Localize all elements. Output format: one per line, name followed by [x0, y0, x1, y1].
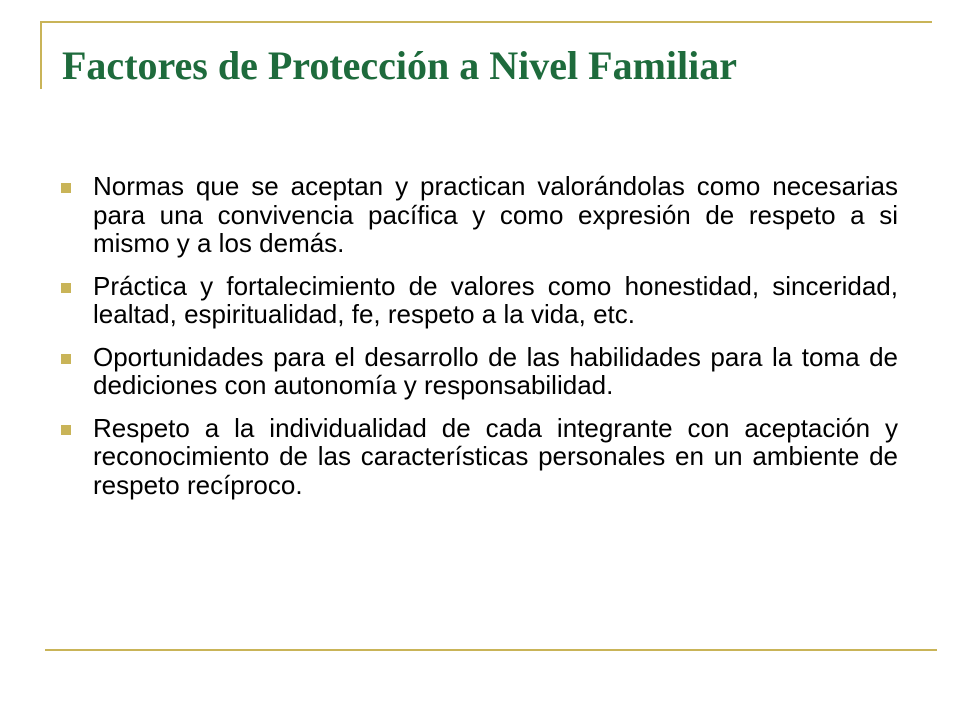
bullet-item [58, 172, 898, 258]
slide-title: Factores de Protección a Nivel Familiar [62, 43, 737, 88]
bullet-item [58, 343, 898, 400]
bullet-text: Práctica y fortalecimiento de valores como honestidad, sinceridad, lealtad, espiritualidad, fe, respeto a la vida, etc. [93, 270, 898, 329]
bullet-item [58, 414, 898, 500]
square-bullet-icon [61, 183, 71, 193]
top-divider [40, 21, 932, 23]
square-bullet-icon [61, 283, 71, 293]
bullet-text: Respeto a la individualidad de cada integrante con aceptación y reconocimiento de las características personales en un ambiente de respeto recíproco. [93, 412, 898, 500]
square-bullet-icon [61, 354, 71, 364]
bullet-text: Normas que se aceptan y practican valorándolas como necesarias para una convivencia pacífica y como expresión de respeto a si mismo y a los demás. [93, 171, 898, 258]
bullet-item [58, 272, 898, 329]
bullet-text: Oportunidades para el desarrollo de las habilidades para la toma de dediciones con autonomía y responsabilidad. [93, 341, 898, 400]
square-bullet-icon [61, 425, 71, 435]
bullet-list [58, 172, 898, 513]
left-divider [40, 21, 42, 89]
bottom-divider [45, 649, 937, 651]
